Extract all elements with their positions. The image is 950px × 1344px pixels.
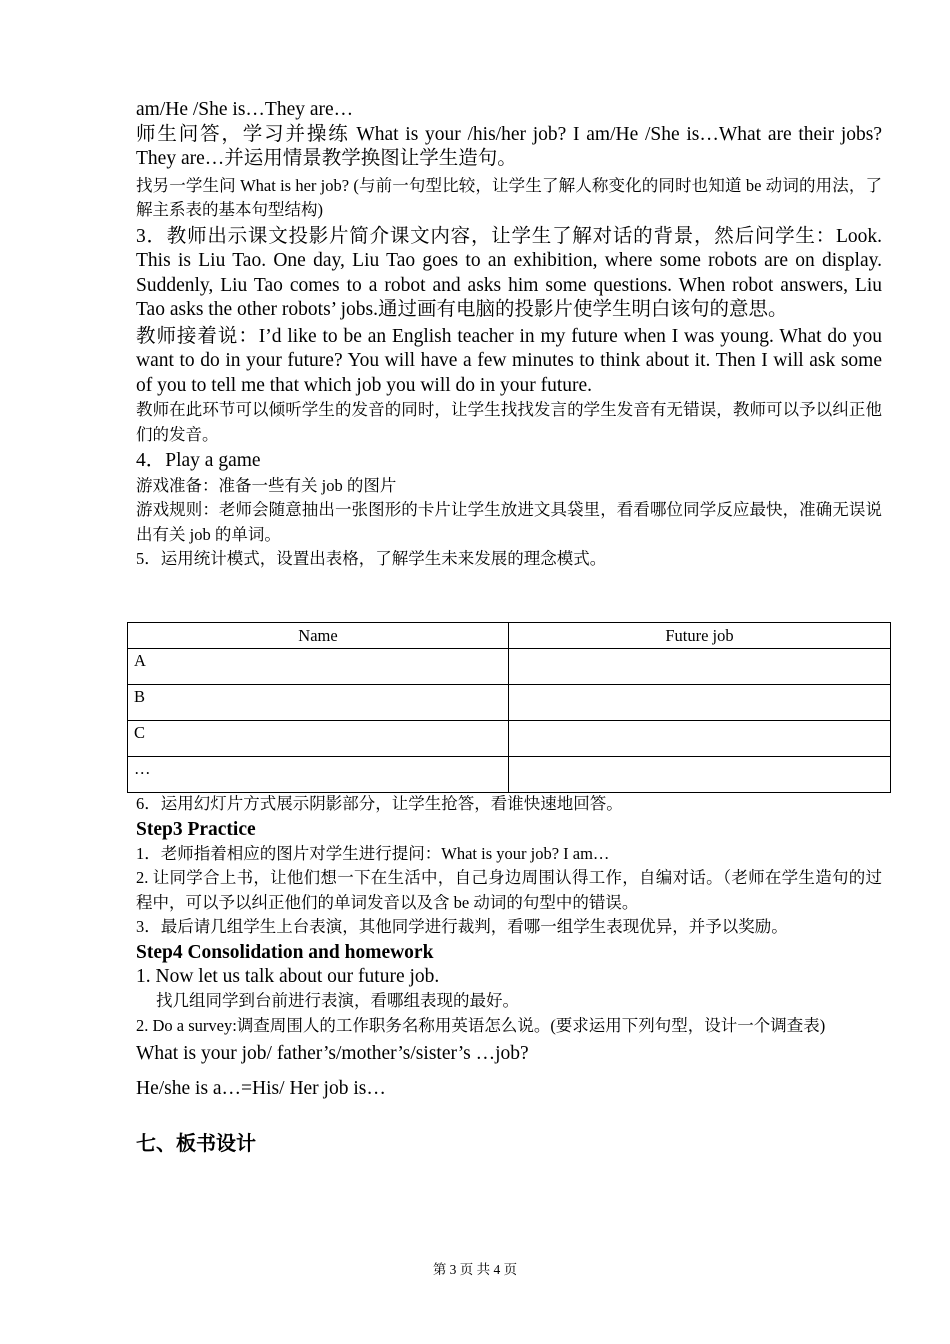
text-line: 1. Now let us talk about our future job. [136,965,440,987]
text-line: 1．老师指着相应的图片对学生进行提问：What is your job? I am… [136,843,610,863]
text-line: 找几组同学到台前进行表演，看哪组表现的最好。 [156,991,519,1010]
text-line: He/she is a…=His/ Her job is… [136,1077,386,1099]
table-header-name: Name [128,623,509,649]
document-body [136,98,882,572]
table-cell-job [509,721,891,757]
page-footer: 第 3 页 共 4 页 [432,1262,518,1277]
table-cell-name: … [128,757,509,793]
text-line: 游戏准备：准备一些有关 job 的图片 [136,475,397,495]
text-line: What is your job/ father’s/mother’s/sister’s …job? [136,1043,529,1064]
text-paragraph: 3．教师出示课文投影片简介课文内容，让学生了解对话的背景，然后问学生：Look. This is Liu Tao. One day, Liu Tao goes to an exhibition, where some robots are on display. Suddenly, Liu Tao comes to a robot and asks him some questions. When robot answers, Liu Tao asks the other robots’ jobs.通过画有电脑的投影片使学生明白该句的意思。 [136,225,882,320]
text-paragraph: 教师接着说：I’d like to be an English teacher in my future when I was young. What do you want to do in your future? You will have a few minutes to think about it. Then I will ask some of you to tell me that which job you will do in your future. [136,325,882,396]
table-cell-name: A [128,649,509,685]
text-line: 6．运用幻灯片方式展示阴影部分，让学生抢答，看谁快速地回答。 [136,794,623,813]
table-cell-job [509,757,891,793]
table-cell-name: C [128,721,509,757]
text-line: 3．最后请几组学生上台表演，其他同学进行裁判，看哪一组学生表现优异，并予以奖励。 [136,917,788,936]
table-cell-name: B [128,685,509,721]
text-line: 5．运用统计模式，设置出表格，了解学生未来发展的理念模式。 [136,549,607,568]
text-paragraph: 游戏规则：老师会随意抽出一张图形的卡片让学生放进文具袋里，看看哪位同学反应最快，准确无误说出有关 job 的单词。 [136,500,882,544]
text-paragraph: 师生问答，学习并操练 What is your /his/her job? I am/He /She is…What are their jobs? They are…并运用情景教学换图让学生造句。 [136,123,882,169]
text-paragraph: 2. 让同学合上书，让他们想一下在生活中，自己身边周围认得工作，自编对话。（老师在学生造句的过程中，可以予以纠正他们的单词发音以及含 be 动词的句型中的错误。 [136,868,882,912]
table-row [128,757,891,793]
survey-table [127,622,891,793]
text-paragraph: 2. Do a survey:调查周围人的工作职务名称用英语怎么说。(要求运用下列句型，设计一个调查表) [136,1015,826,1035]
section-heading: Step3 Practice [136,818,256,840]
section-item: 4．Play a game [136,450,261,471]
table-row [128,721,891,757]
text-paragraph: 找另一学生问 What is her job? (与前一句型比较，让学生了解人称变化的同时也知道 be 动词的用法，了解主系表的基本句型结构) [136,175,882,219]
table-header-future-job: Future job [509,623,891,649]
document-body-continued [136,792,882,1156]
table-row [128,685,891,721]
table-row [128,649,891,685]
table-cell-job [509,685,891,721]
table-header-row [128,623,891,649]
table-cell-job [509,649,891,685]
text-line: am/He /She is…They are… [136,99,354,120]
text-paragraph: 教师在此环节可以倾听学生的发音的同时，让学生找找发言的学生发音有无错误，教师可以予以纠正他们的发音。 [136,400,882,444]
section-heading: Step4 Consolidation and homework [136,941,434,963]
section-title: 七、板书设计 [136,1131,256,1155]
